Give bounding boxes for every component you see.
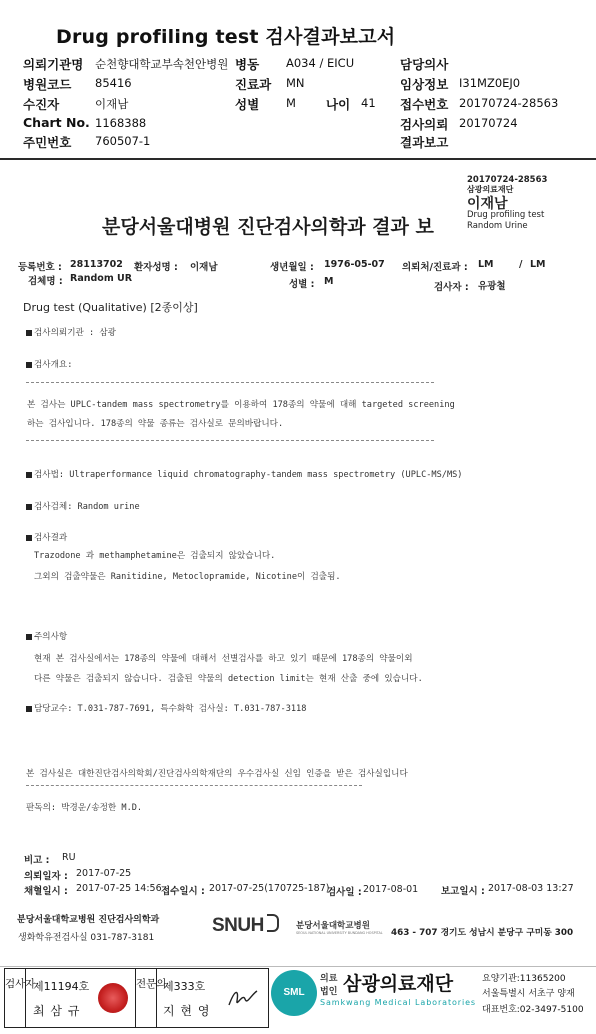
lab-name: 분당서울대학교병원 진단검사의학과 [17, 915, 160, 925]
patient-name-label: 환자성명 : [134, 262, 178, 273]
report-heading: 분당서울대병원 진단검사의학과 결과 보 [102, 216, 434, 238]
value-receipt-no: 20170724-28563 [459, 96, 559, 110]
report-date-label: 보고일시 : [441, 886, 485, 897]
label-sex: 성별 [235, 97, 260, 112]
snuh-logo: SNUH [212, 914, 283, 937]
overview-heading: 검사개요: [26, 358, 72, 370]
note-line-1: 현재 본 검사실에서는 178종의 약물에 대해서 선별검사를 하고 있기 때문에 178종의 약물이외 [34, 654, 413, 664]
label-department: 진료과 [235, 77, 272, 92]
label-clinical-info: 임상정보 [400, 77, 449, 92]
value-age: 41 [361, 96, 376, 110]
examiner-vertical-label: 검사자 [5, 969, 26, 1027]
reg-value: 28113702 [70, 259, 123, 270]
result-heading: 검사결과 [26, 531, 67, 543]
snuh-mark-icon [267, 914, 279, 932]
label-age: 나이 [326, 97, 351, 112]
org-name: 삼광의료재단 [343, 973, 454, 995]
reg-label: 등록번호 : [18, 262, 62, 273]
result-line-2: 그외의 검출약물은 Ranitidine, Metoclopramide, Nicotine이 검출됨. [34, 572, 341, 582]
specialist-name: 지 현 영 [163, 1004, 211, 1018]
collect-value: 2017-07-25 14:56 [76, 883, 162, 894]
examiner-license-no: 제11194호 [33, 980, 90, 993]
corner-name: 이재남 [467, 196, 508, 212]
label-chart-no: Chart No. [23, 115, 90, 130]
request-date-value: 2017-07-25 [76, 868, 132, 879]
value-patient: 이재남 [95, 97, 129, 111]
receipt-time-label: 접수일시 : [161, 886, 205, 897]
footer-divider [0, 966, 596, 967]
report-title: Drug profiling test 검사결과보고서 [56, 26, 396, 48]
hospital-address: 463 - 707 경기도 성남시 분당구 구미동 300 [391, 928, 574, 938]
org-address: 서울특별시 서초구 양재 [482, 989, 575, 999]
lab-contact: 생화학유전검사실 031-787-3181 [18, 933, 155, 943]
test-name: Drug test (Qualitative) [2종이상] [23, 301, 198, 314]
note-heading: 주의사항 [26, 630, 67, 642]
sml-logo-icon: SML [271, 970, 317, 1016]
remark-label: 비고 : [24, 855, 50, 866]
dept-label: 의뢰처/진료과 : [402, 262, 468, 273]
value-requester: 순천향대학교부속천안병원 [95, 57, 229, 71]
report-date-value: 2017-08-03 13:27 [488, 883, 574, 894]
org-phone: 대표번호:02-3497-5100 [482, 1005, 584, 1015]
specimen-value: Random UR [70, 273, 133, 284]
value-ward: A034 / EICU [286, 56, 355, 70]
collect-label: 채혈일시 : [24, 886, 68, 897]
patient-name-value: 이재남 [190, 262, 218, 273]
signature-box [4, 968, 269, 1028]
req-org-line: 검사의뢰기관 : 삼광 [26, 326, 116, 338]
dept-slash: / [519, 259, 523, 270]
label-receipt-no: 접수번호 [400, 97, 449, 112]
examiner-name: 최 삼 규 [33, 1004, 81, 1018]
value-request-date: 20170724 [459, 116, 518, 130]
label-ward: 병동 [235, 57, 260, 72]
label-result-report: 결과보고 [400, 135, 449, 150]
value-resident-no: 760507-1 [95, 134, 151, 148]
scanned-report [4, 160, 592, 965]
dashed-divider [26, 785, 362, 786]
label-doctor: 담당의사 [400, 57, 449, 72]
value-department: MN [286, 76, 305, 90]
dashed-divider [26, 440, 434, 441]
corner-specimen: Random Urine [467, 221, 528, 231]
snuh-korean: 분당서울대학교병원 [296, 921, 370, 931]
specimen-label: 검체명 : [28, 276, 63, 287]
value-chart-no: 1168388 [95, 116, 147, 130]
org-english: Samkwang Medical Laboratories [320, 998, 476, 1007]
contact-line: 담당교수: T.031-787-7691, 특수화학 검사실: T.031-787-3118 [26, 702, 306, 714]
dob-value: 1976-05-07 [324, 259, 385, 270]
test-date-value: 2017-08-01 [363, 884, 419, 895]
sex-label: 성별 : [289, 279, 315, 290]
method-line: 검사법: Ultraperformance liquid chromatography-tandem mass spectrometry (UPLC-MS/MS) [26, 468, 462, 480]
label-resident-no: 주민번호 [23, 135, 72, 150]
institution-code: 요양기관:11365200 [482, 974, 566, 984]
org-prefix-1: 의료 [320, 974, 338, 984]
specimen-line: 검사검체: Random urine [26, 500, 140, 512]
label-request-date: 검사의뢰 [400, 117, 449, 132]
receipt-time-value: 2017-07-25(170725-187) [209, 883, 330, 894]
corner-receipt-no: 20170724-28563 [467, 175, 548, 185]
request-date-label: 의뢰일자 : [24, 871, 68, 882]
dept-value-1: LM [478, 259, 494, 270]
specialist-vertical-label: 전문의 [135, 969, 157, 1027]
label-patient: 수진자 [23, 97, 60, 112]
result-line-1: Trazodone 과 methamphetamine은 검출되지 않았습니다. [34, 551, 276, 561]
remark-value: RU [62, 852, 76, 863]
label-hospital-code: 병원코드 [23, 77, 72, 92]
dob-label: 생년월일 : [270, 262, 314, 273]
org-prefix-2: 법인 [320, 987, 338, 997]
dashed-divider [26, 382, 434, 383]
snuh-english: SEOUL NATIONAL UNIVERSITY BUNDANG HOSPITAL [296, 931, 383, 935]
value-sex: M [286, 96, 296, 110]
examiner-label: 검사자 : [434, 282, 469, 293]
test-date-label: 검사일 : [327, 887, 362, 898]
sex-value: M [324, 276, 334, 287]
reader-line: 판독의: 박경운/송정한 M.D. [26, 803, 143, 813]
value-clinical-info: I31MZ0EJ0 [459, 76, 521, 90]
specialist-license-no: 제333호 [163, 980, 206, 993]
label-requester: 의뢰기관명 [23, 57, 84, 72]
signature-icon [225, 985, 261, 1013]
corner-org: 삼광의료재단 [467, 185, 514, 194]
value-hospital-code: 85416 [95, 76, 132, 90]
certification-line: 본 검사실은 대한진단검사의학회/진단검사의학재단의 우수검사실 신임 인증을 받은 검사실입니다 [26, 769, 408, 779]
overview-line-2: 하는 검사입니다. 178종의 약물 종류는 검사실로 문의바랍니다. [27, 419, 284, 429]
note-line-2: 다른 약물은 검출되지 않습니다. 검출된 약물의 detection limit는 현재 산출 중에 있습니다. [34, 674, 423, 684]
examiner-value: 유광철 [478, 281, 506, 292]
examiner-seal-icon [98, 983, 128, 1013]
overview-line-1: 본 검사는 UPLC-tandem mass spectrometry를 이용하여 178종의 약물에 대해 targeted screening [27, 400, 455, 410]
dept-value-2: LM [530, 259, 546, 270]
corner-test: Drug profiling test [467, 210, 545, 220]
